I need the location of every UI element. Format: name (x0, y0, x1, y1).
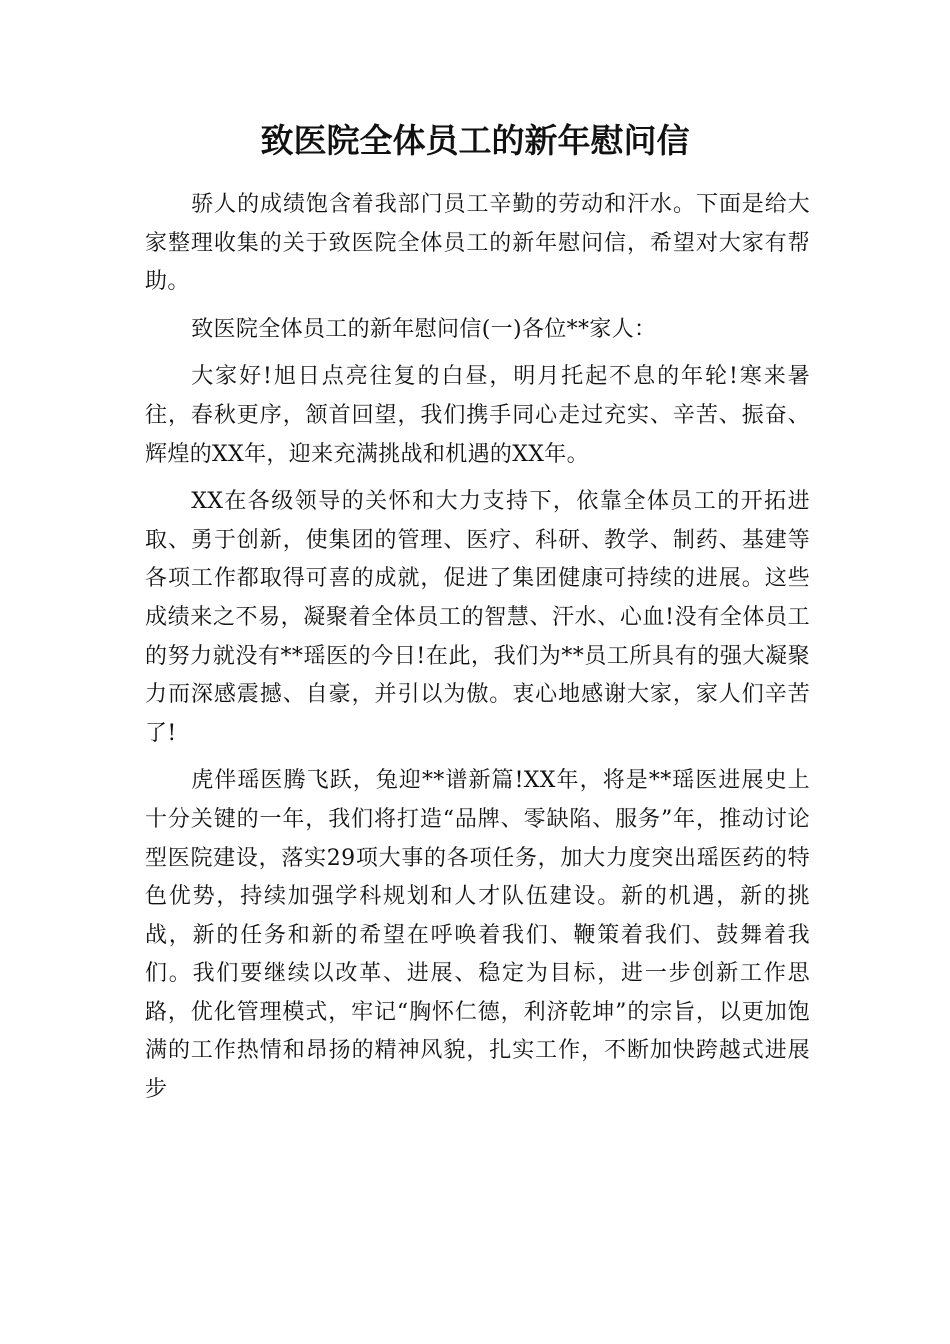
document-title: 致医院全体员工的新年慰问信 (260, 121, 690, 160)
paragraph-greeting: 大家好!旭日点亮往复的白昼，明月托起不息的年轮!寒来暑往，春秋更序，颔首回望，我们携手同心走过充实、辛苦、振奋、辉煌的XX年，迎来充满挑战和机遇的XX年。 (145, 364, 810, 467)
document-body (145, 186, 810, 1119)
paragraph-intro: 骄人的成绩饱含着我部门员工辛勤的劳动和汗水。下面是给大家整理收集的关于致医院全体员工的新年慰问信，希望对大家有帮助。 (145, 192, 810, 295)
paragraph-outlook: 虎伴瑶医腾飞跃，兔迎**谱新篇!XX年，将是**瑶医进展史上十分关键的一年，我们将打造“品牌、零缺陷、服务”年，推动讨论型医院建设，落实29项大事的各项任务，加大力度突出瑶医药的特色优势，持续加强学科规划和人才队伍建设。新的机遇，新的挑战，新的任务和新的希望在呼唤着我们、鞭策着我们、鼓舞着我们。我们要继续以改革、进展、稳定为目标，进一步创新工作思路，优化管理模式，牢记“胸怀仁德，利济乾坤”的宗旨，以更加饱满的工作热情和昂扬的精神风貌，扎实工作，不断加快跨越式进展步 (145, 768, 810, 1103)
paragraph-salutation: 致医院全体员工的新年慰问信(一)各位**家人： (191, 316, 657, 342)
paragraph-achievements: XX在各级领导的关怀和大力支持下，依靠全体员工的开拓进取、勇于创新，使集团的管理、医疗、科研、教学、制药、基建等各项工作都取得可喜的成就，促进了集团健康可持续的进展。这些成绩来之不易，凝聚着全体员工的智慧、汗水、心血!没有全体员工的努力就没有**瑶医的今日!在此，我们为**员工所具有的强大凝聚力而深感震撼、自豪，并引以为傲。衷心地感谢大家，家人们辛苦了! (145, 489, 810, 746)
